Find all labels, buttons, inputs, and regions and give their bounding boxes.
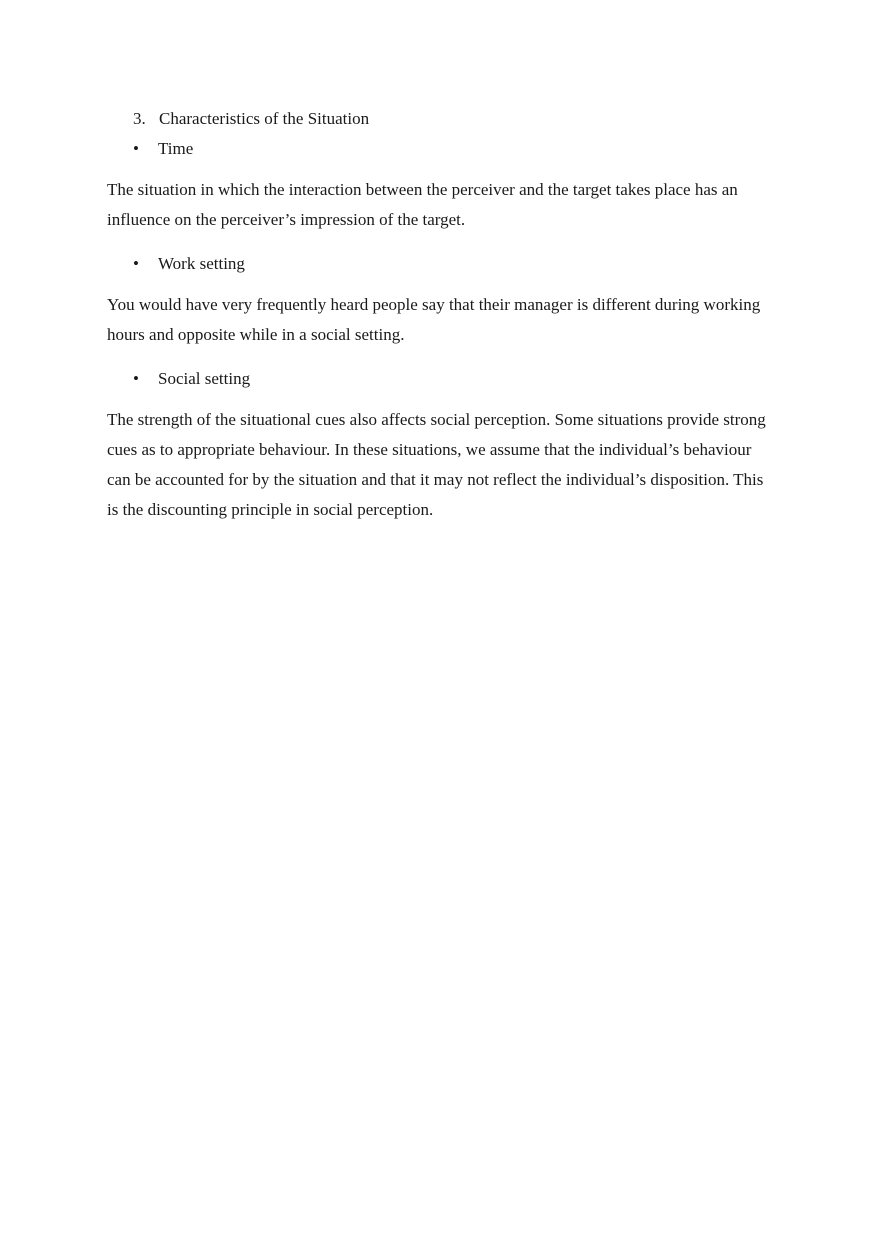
bullet-label: Work setting	[158, 254, 245, 273]
paragraph-work-setting: You would have very frequently heard people say that their manager is different during working hours and opposite while in a social setting.	[107, 295, 761, 344]
bullet-item-work-setting	[133, 249, 777, 279]
paragraph-time: The situation in which the interaction between the perceiver and the target takes place has an influence on the perceiver’s impression of the target.	[107, 180, 738, 229]
section-number: 3.	[133, 109, 146, 128]
bullet-icon: •	[133, 254, 139, 273]
bullet-icon: •	[133, 139, 139, 158]
page-content	[107, 104, 777, 525]
spacer	[107, 235, 777, 249]
bullet-icon: •	[133, 369, 139, 388]
bullet-label: Social setting	[158, 369, 251, 388]
section-heading	[133, 104, 777, 134]
bullet-item-social-setting	[133, 364, 777, 394]
bullet-label: Time	[158, 139, 194, 158]
section-title: Characteristics of the Situation	[159, 109, 370, 128]
paragraph-social-setting: The strength of the situational cues also affects social perception. Some situations provide strong cues as to appropriate behaviour. In these situations, we assume that the individual’s behaviour can be accounted for by the situation and that it may not reflect the individual’s disposition. This is the discounting principle in social perception.	[107, 410, 766, 519]
bullet-item-time	[133, 134, 777, 164]
spacer	[107, 350, 777, 364]
